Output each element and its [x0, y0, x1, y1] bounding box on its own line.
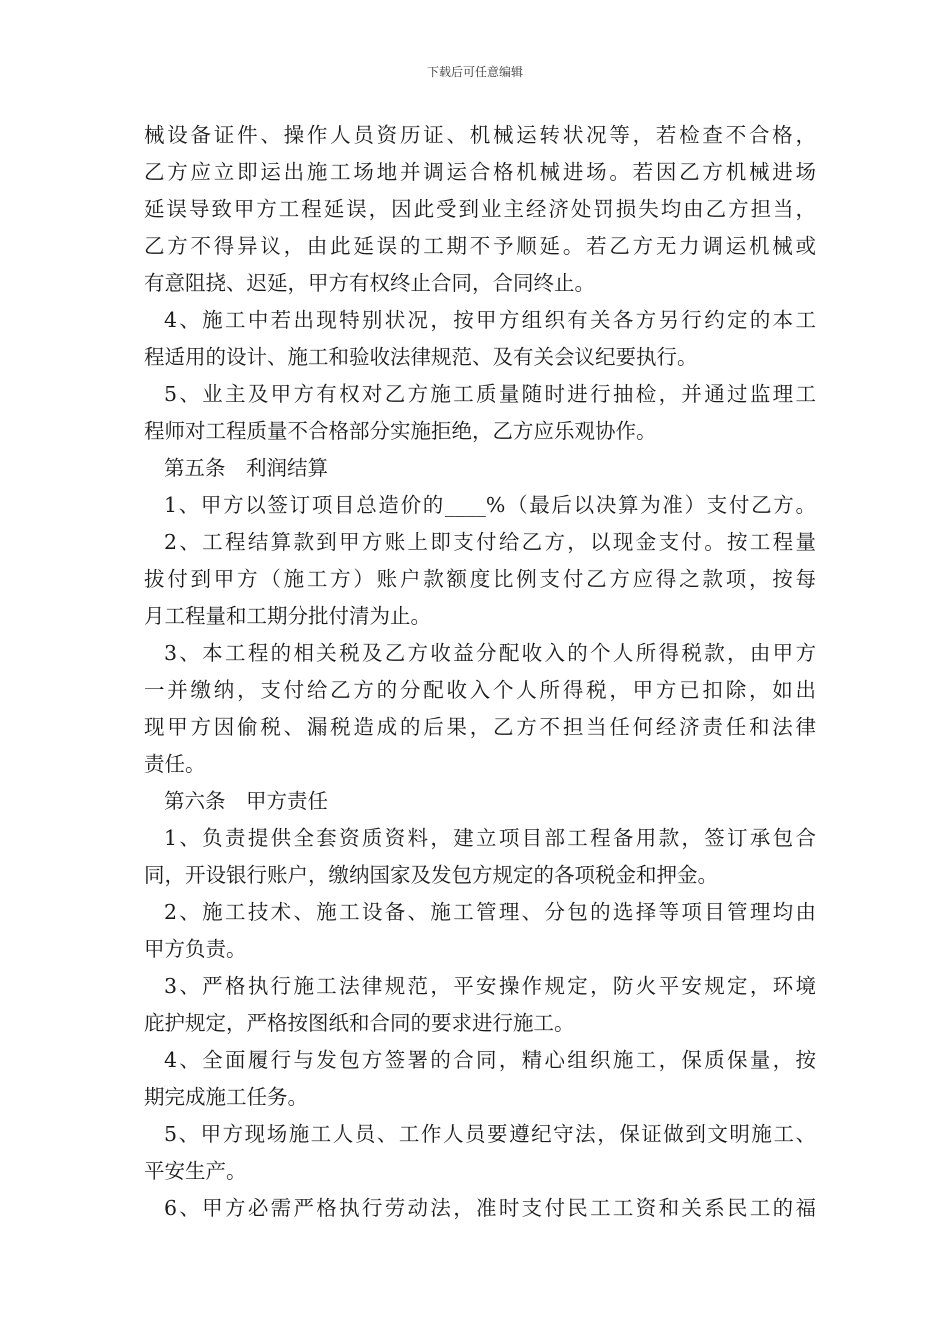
- text-line: 2、施工技术、施工设备、施工管理、分包的选择等项目管理均由: [164, 900, 816, 924]
- text-line: 3、本工程的相关税及乙方收益分配收入的个人所得税款，由甲方: [164, 641, 816, 665]
- text-line: 程师对工程质量不合格部分实施拒绝，乙方应乐观协作。: [144, 419, 657, 443]
- text-line: 程适用的设计、施工和验收法律规范、及有关会议纪要执行。: [144, 345, 698, 369]
- page-header: 下载后可任意编辑: [426, 65, 523, 79]
- document-body: [144, 117, 816, 1227]
- text-line: 延误导致甲方工程延误，因此受到业主经济处罚损失均由乙方担当，: [144, 197, 816, 221]
- text-line: 现甲方因偷税、漏税造成的后果，乙方不担当任何经济责任和法律: [144, 715, 816, 739]
- text-line: 1、负责提供全套资质资料，建立项目部工程备用款，签订承包合: [164, 826, 816, 850]
- text-line: 械设备证件、操作人员资历证、机械运转状况等，若检查不合格，: [144, 123, 816, 147]
- text-line: 3、严格执行施工法律规范，平安操作规定，防火平安规定，环境: [164, 974, 816, 998]
- text-line: 5、业主及甲方有权对乙方施工质量随时进行抽检，并通过监理工: [164, 382, 816, 406]
- text-line: 6、甲方必需严格执行劳动法，准时支付民工工资和关系民工的福: [164, 1196, 816, 1220]
- text-line: 4、施工中若出现特别状况，按甲方组织有关各方另行约定的本工: [164, 308, 816, 332]
- text-line: 一并缴纳，支付给乙方的分配收入个人所得税，甲方已扣除，如出: [144, 678, 816, 702]
- text-line: 同，开设银行账户，缴纳国家及发包方规定的各项税金和押金。: [144, 863, 718, 887]
- text-line: 2、工程结算款到甲方账上即支付给乙方，以现金支付。按工程量: [164, 530, 816, 554]
- text-line: 期完成施工任务。: [144, 1085, 308, 1109]
- text-line: 乙方不得异议，由此延误的工期不予顺延。若乙方无力调运机械或: [144, 234, 816, 258]
- text-line: 甲方负责。: [144, 937, 247, 961]
- text-line: 4、全面履行与发包方签署的合同，精心组织施工，保质保量，按: [164, 1048, 816, 1072]
- text-line: 第六条 甲方责任: [164, 789, 328, 813]
- text-line: 月工程量和工期分批付清为止。: [144, 604, 431, 628]
- text-line: 5、甲方现场施工人员、工作人员要遵纪守法，保证做到文明施工、: [164, 1122, 816, 1146]
- text-line: 1、甲方以签订项目总造价的____%（最后以决算为准）支付乙方。: [164, 493, 816, 517]
- text-line: 拔付到甲方（施工方）账户款额度比例支付乙方应得之款项，按每: [144, 567, 816, 591]
- text-line: 乙方应立即运出施工场地并调运合格机械进场。若因乙方机械进场: [144, 160, 816, 184]
- text-line: 有意阻挠、迟延，甲方有权终止合同，合同终止。: [144, 271, 595, 295]
- text-line: 庇护规定，严格按图纸和合同的要求进行施工。: [144, 1011, 575, 1035]
- text-line: 责任。: [144, 752, 206, 776]
- text-line: 第五条 利润结算: [164, 456, 328, 480]
- text-line: 平安生产。: [144, 1159, 247, 1183]
